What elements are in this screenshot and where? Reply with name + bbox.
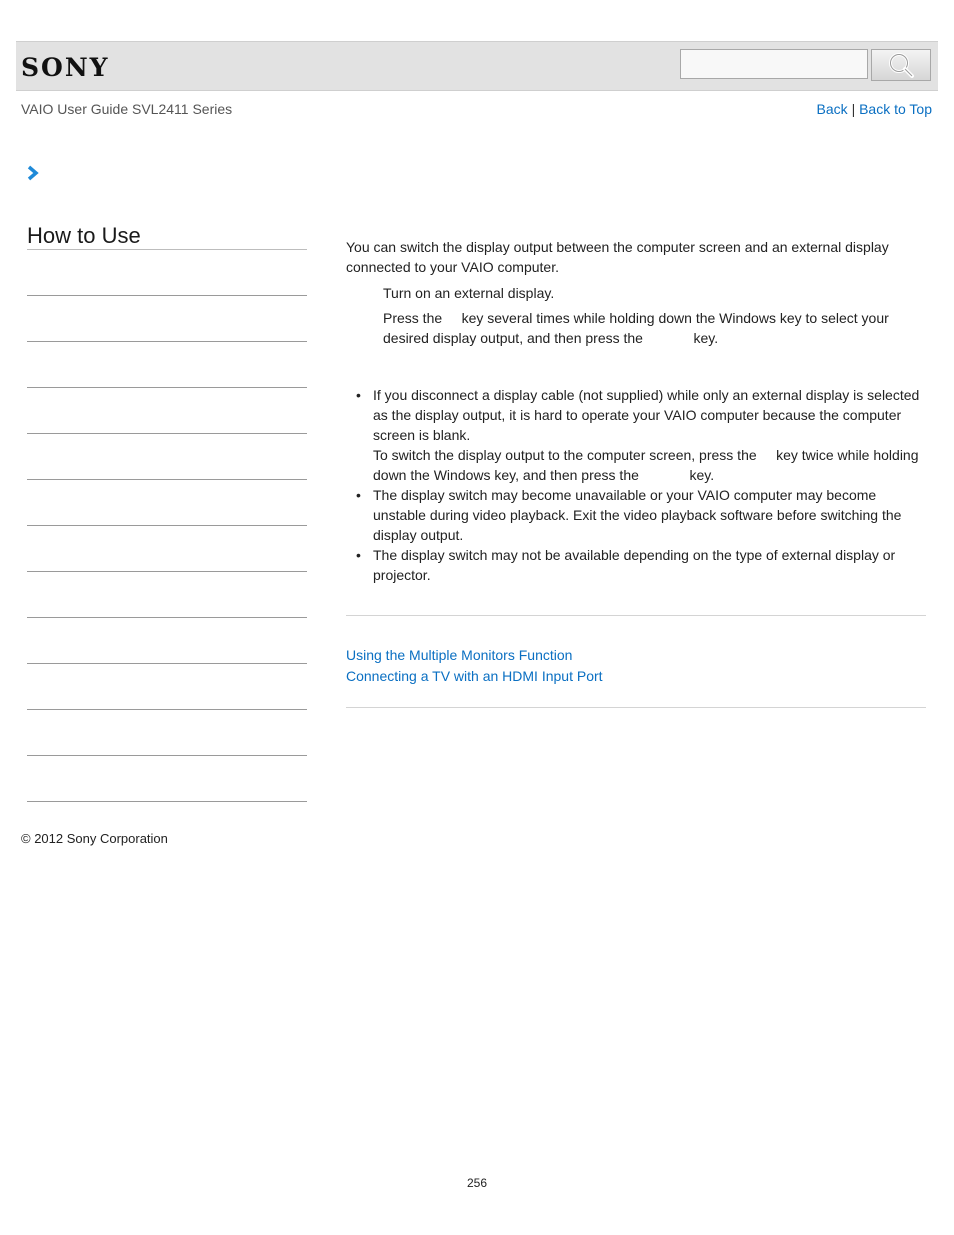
note-text: The display switch may become unavailable or your VAIO computer may become unstable during video playback. Exit the video playback software before switching the display output. bbox=[373, 487, 902, 543]
divider bbox=[346, 615, 926, 616]
intro-text: You can switch the display output between the computer screen and an external display connected to your VAIO computer. bbox=[346, 239, 889, 275]
note-text: If you disconnect a display cable (not supplied) while only an external display is selected as the display output, it is hard to operate your VAIO computer because the computer screen is blank. bbox=[373, 387, 920, 443]
sidebar-item[interactable] bbox=[27, 710, 307, 756]
sony-logo[interactable]: SONY bbox=[21, 53, 110, 82]
guide-title: VAIO User Guide SVL2411 Series bbox=[21, 101, 233, 117]
intro-paragraph bbox=[346, 237, 926, 277]
note-item bbox=[356, 385, 928, 485]
note-item bbox=[356, 485, 928, 545]
sidebar-item[interactable] bbox=[27, 434, 307, 480]
sidebar-list bbox=[27, 249, 307, 802]
sidebar-item[interactable] bbox=[27, 388, 307, 434]
divider bbox=[346, 707, 926, 708]
notes-list bbox=[356, 385, 928, 585]
sidebar-item[interactable] bbox=[27, 296, 307, 342]
nav-separator: | bbox=[851, 101, 856, 117]
note-text: To switch the display output to the computer screen, press the key twice while holding down the Windows key, and then press the key. bbox=[373, 447, 923, 483]
chevron-right-icon bbox=[26, 165, 40, 181]
magnifier-icon bbox=[886, 51, 916, 79]
site-header bbox=[16, 41, 938, 91]
sidebar-item[interactable] bbox=[27, 480, 307, 526]
sidebar-item[interactable] bbox=[27, 618, 307, 664]
sidebar-title[interactable]: How to Use bbox=[27, 223, 141, 248]
sidebar-item[interactable] bbox=[27, 572, 307, 618]
sidebar-item[interactable] bbox=[27, 526, 307, 572]
sidebar-item[interactable] bbox=[27, 664, 307, 710]
note-item bbox=[356, 545, 928, 585]
step-2: Press the key several times while holding down the Windows key to select your desired display output, and then press the key. bbox=[383, 310, 893, 346]
sidebar-item[interactable] bbox=[27, 342, 307, 388]
sidebar-item[interactable] bbox=[27, 250, 307, 296]
related-link-hdmi-tv[interactable]: Connecting a TV with an HDMI Input Port bbox=[346, 668, 603, 684]
related-link-multiple-monitors[interactable]: Using the Multiple Monitors Function bbox=[346, 647, 573, 663]
related-links bbox=[346, 645, 603, 687]
sidebar bbox=[27, 222, 307, 802]
step-1: Turn on an external display. bbox=[383, 285, 555, 301]
back-to-top-link[interactable]: Back to Top bbox=[859, 101, 932, 117]
top-nav bbox=[817, 101, 932, 117]
back-link[interactable]: Back bbox=[816, 101, 848, 117]
note-text: The display switch may not be available depending on the type of external display or projector. bbox=[373, 547, 896, 583]
copyright: © 2012 Sony Corporation bbox=[21, 831, 168, 846]
sidebar-item[interactable] bbox=[27, 756, 307, 802]
page-number: 256 bbox=[466, 1176, 488, 1190]
search-button[interactable] bbox=[871, 49, 931, 81]
search-input[interactable] bbox=[680, 49, 868, 79]
